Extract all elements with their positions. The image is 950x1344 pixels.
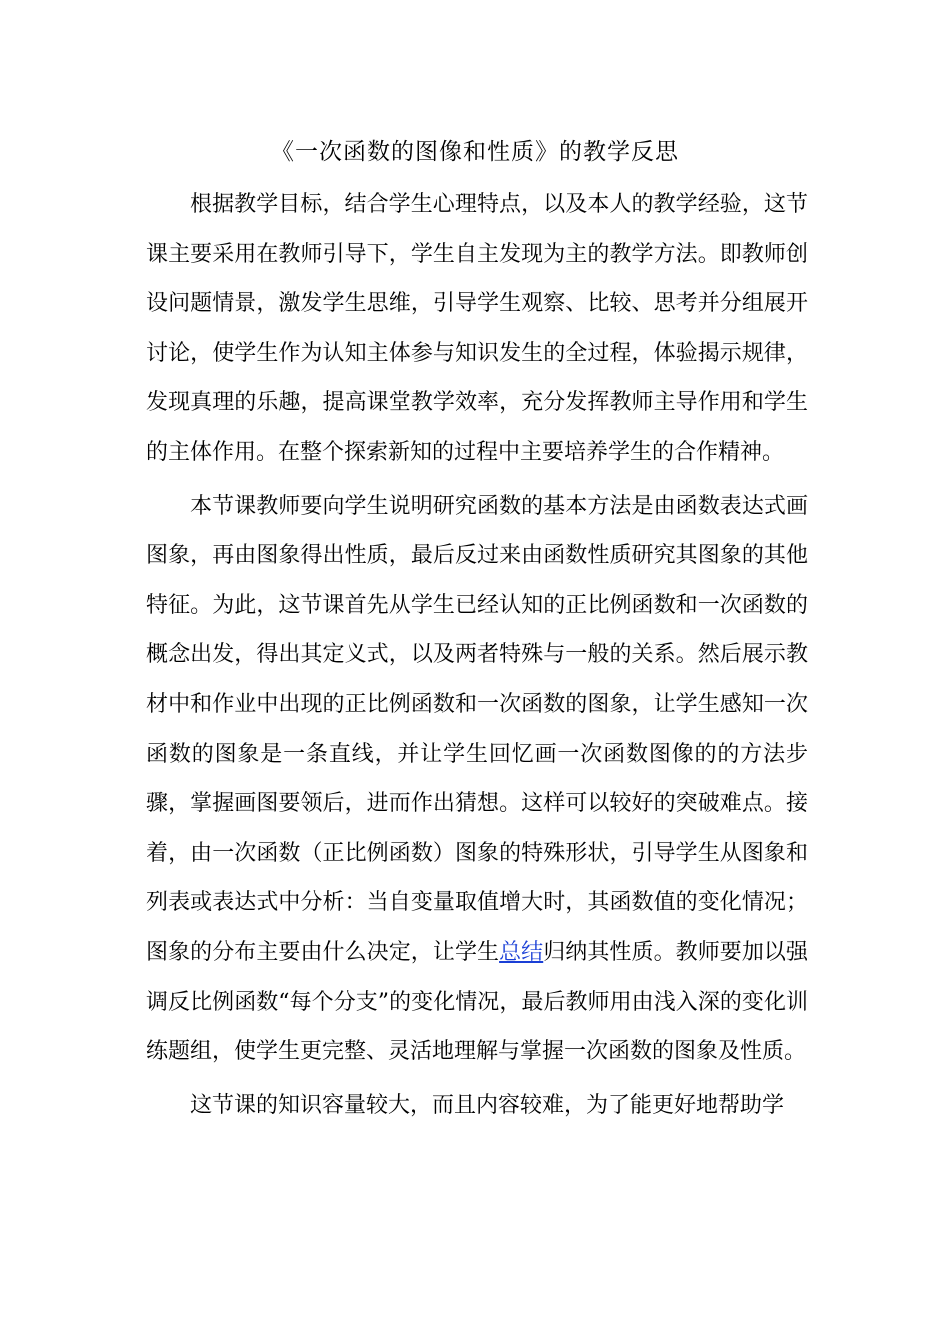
document-title: 《一次函数的图像和性质》的教学反思 <box>271 139 679 165</box>
paragraph-2-text-before-link: 本节课教师要向学生说明研究函数的基本方法是由函数表达式画图象，再由图象得出性质，最后反过来由函数性质研究其图象的其他特征。为此，这节课首先从学生已经认知的正比例函数和一次函数的概念出发，得出其定义式，以及两者特殊与一般的关系。然后展示教材中和作业中出现的正比例函数和一次函数的图象，让学生感知一次函数的图象是一条直线，并让学生回忆画一次函数图像的的方法步骤，掌握画图要领后，进而作出猜想。这样可以较好的突破难点。接着，由一次函数（正比例函数）图象的特殊形状，引导学生从图象和列表或表达式中分析：当自变量取值增大时，其函数值的变化情况；图象的分布主要由什么决定，让学生 <box>146 493 808 965</box>
paragraph-3: 这节课的知识容量较大，而且内容较难，为了能更好地帮助学 <box>190 1092 785 1118</box>
paragraph-2 <box>146 482 808 1077</box>
summary-link[interactable]: 总结 <box>499 939 544 965</box>
document-body <box>146 180 808 1130</box>
paragraph-2-text-after-link: 归纳其性质。教师要加以强调反比例函数“每个分支”的变化情况，最后教师用由浅入深的变化训练题组，使学生更完整、灵活地理解与掌握一次函数的图象及性质。 <box>146 939 808 1065</box>
paragraph-1: 根据教学目标，结合学生心理特点，以及本人的教学经验，这节课主要采用在教师引导下，学生自主发现为主的教学方法。即教师创设问题情景，激发学生思维，引导学生观察、比较、思考并分组展开讨论，使学生作为认知主体参与知识发生的全过程，体验揭示规律，发现真理的乐趣，提高课堂教学效率，充分发挥教师主导作用和学生的主体作用。在整个探索新知的过程中主要培养学生的合作精神。 <box>146 192 808 465</box>
